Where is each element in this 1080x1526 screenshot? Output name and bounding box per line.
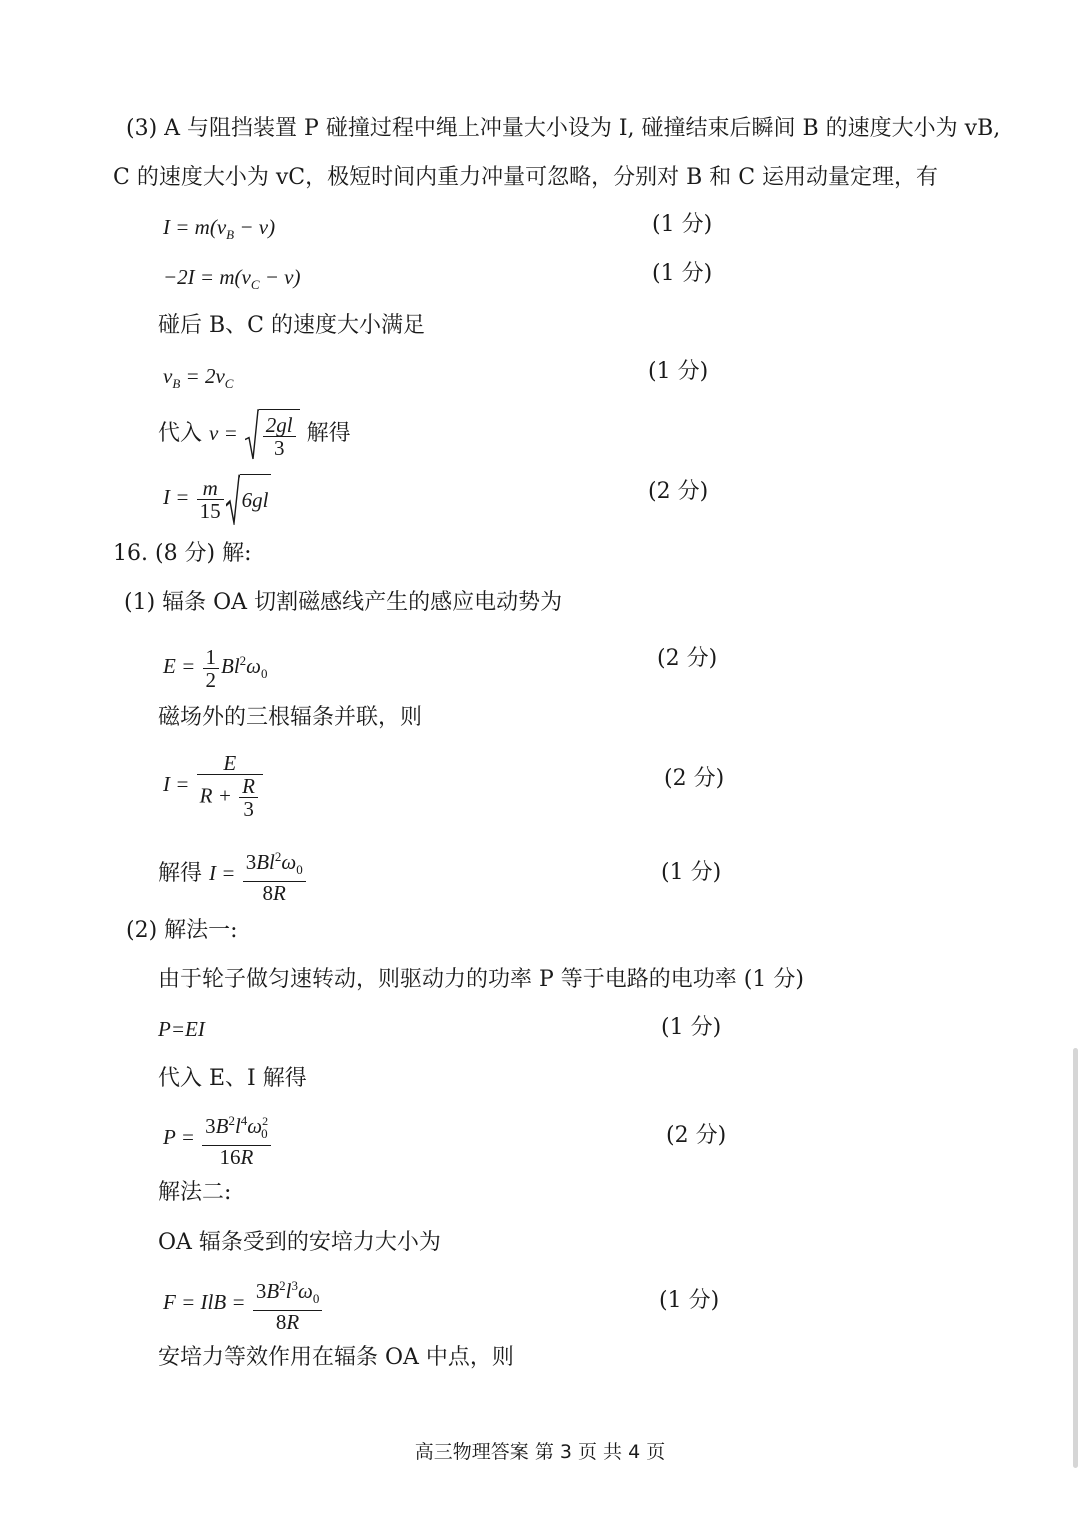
equation-force: F = IlB = $\frac{3B^2l^3\omega_0}{8R}$ bbox=[163, 1275, 324, 1333]
equation-impulse-result: I = $\frac{m}{15}$ 6gl bbox=[163, 475, 269, 523]
score-mark: (2 分) bbox=[648, 479, 709, 504]
rotation-text: 由于轮子做匀速转动，则驱动力的功率 P 等于电路的电功率 (1 分) bbox=[158, 967, 804, 992]
substitute-2-text: 代入 E、I 解得 bbox=[158, 1066, 307, 1091]
intro-line-2: C 的速度大小为 vC，极短时间内重力冲量可忽略，分别对 B 和 C 运用动量定理，有 bbox=[113, 165, 939, 190]
equation-power: P=EI bbox=[158, 1017, 205, 1041]
score-mark: (1 分) bbox=[661, 860, 722, 885]
sqrt-expression: $\frac{2gl}{3}$ bbox=[245, 409, 300, 460]
substitute-prefix: 代入 bbox=[158, 421, 203, 446]
part-1-text: (1) 辐条 OA 切割磁感线产生的感应电动势为 bbox=[124, 590, 563, 615]
equation-current: I = E R + $\frac{R}{3}$ bbox=[163, 752, 265, 820]
solve-current-line: 解得 I = $\frac{3Bl^2\omega_0}{8R}$ bbox=[158, 846, 308, 904]
parallel-text: 磁场外的三根辐条并联，则 bbox=[158, 705, 423, 730]
score-mark: (1 分) bbox=[661, 1015, 722, 1040]
score-mark: (1 分) bbox=[659, 1288, 720, 1313]
score-mark: (1 分) bbox=[652, 212, 713, 237]
question-16-header: 16. (8 分) 解: bbox=[113, 541, 252, 566]
after-collision-text: 碰后 B、C 的速度大小满足 bbox=[158, 313, 425, 338]
equation-velocity-ratio: $v_B = 2v_C$ bbox=[163, 364, 234, 392]
equation-impulse-c: $-2I = m(v_C - v)$ bbox=[163, 265, 301, 293]
score-mark: (1 分) bbox=[652, 261, 713, 286]
substitute-suffix: 解得 bbox=[306, 421, 351, 446]
substitute-line: 代入 v = $\frac{2gl}{3}$ 解得 bbox=[158, 408, 351, 460]
force-text: OA 辐条受到的安培力大小为 bbox=[158, 1230, 441, 1255]
equation-power-result: P = $\frac{3B^2l^4\omega^2_0}{16R}$ bbox=[163, 1110, 273, 1168]
score-mark: (2 分) bbox=[666, 1123, 727, 1148]
last-text: 安培力等效作用在辐条 OA 中点，则 bbox=[158, 1345, 514, 1370]
score-mark: (2 分) bbox=[664, 766, 725, 791]
page-footer: 高三物理答案 第 3 页 共 4 页 bbox=[414, 1441, 666, 1463]
intro-line-1: (3) A 与阻挡装置 P 碰撞过程中绳上冲量大小设为 I, 碰撞结束后瞬间 B 的速度大小为 vB, bbox=[126, 116, 1001, 141]
method-2-text: 解法二: bbox=[158, 1180, 232, 1205]
score-mark: (2 分) bbox=[657, 646, 718, 671]
solve-prefix: 解得 bbox=[158, 860, 203, 886]
scrollbar[interactable] bbox=[1073, 1048, 1078, 1468]
score-mark: (1 分) bbox=[648, 359, 709, 384]
equation-impulse-b: $I = m(v_B - v)$ bbox=[163, 215, 276, 243]
part-2-text: (2) 解法一: bbox=[126, 918, 238, 943]
equation-emf: E = $\frac{1}{2}$ $Bl^2\omega_0$ bbox=[163, 644, 268, 692]
